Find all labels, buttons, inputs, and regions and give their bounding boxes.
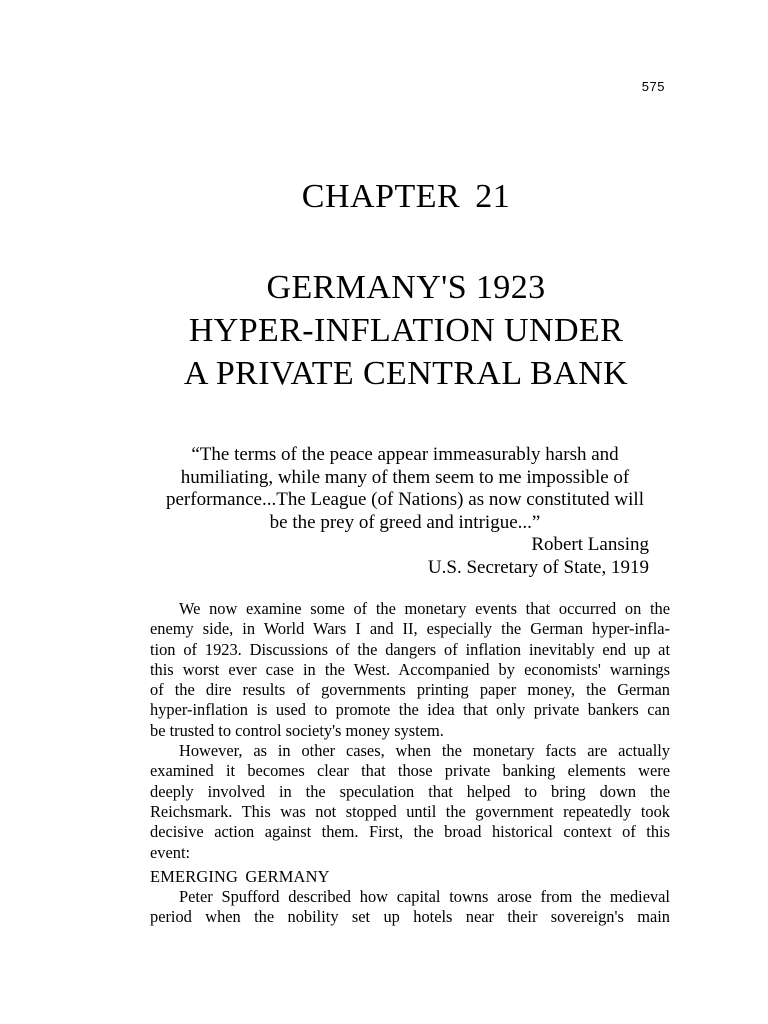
paragraph (150, 741, 670, 863)
epigraph-quote (100, 444, 710, 534)
paragraph-line: enemy side, in World Wars I and II, especially the German hyper-infla- (150, 619, 670, 639)
body-text (150, 599, 670, 928)
paragraph-line: of the dire results of governments printing paper money, the German (150, 680, 670, 700)
paragraph-line: hyper-inflation is used to promote the idea that only private bankers can (150, 700, 670, 720)
epigraph-quote-line: humiliating, while many of them seem to me impossible of (180, 466, 630, 488)
paragraph-line: tion of 1923. Discussions of the dangers of inflation inevitably end up at (150, 639, 670, 659)
paragraph-line: Peter Spufford described how capital towns arose from the medieval (179, 887, 670, 907)
paragraph-line: decisive action against them. First, the broad historical context of this (150, 822, 670, 842)
paragraph-line: be trusted to control society's money system. (150, 720, 444, 740)
page-number: 575 (641, 79, 665, 94)
paragraph (150, 887, 670, 928)
chapter-title-line: HYPER-INFLATION UNDER (188, 312, 624, 349)
chapter-title-line: GERMANY'S 1923 (266, 269, 546, 306)
paragraph-line: However, as in other cases, when the monetary facts are actually (179, 741, 670, 761)
epigraph-author-title: U.S. Secretary of State, 1919 (427, 556, 649, 578)
paragraph-line: deeply involved in the speculation that helped to bring down the (150, 781, 670, 801)
paragraph (150, 599, 670, 741)
paragraph-line: We now examine some of the monetary events that occurred on the (179, 599, 670, 618)
epigraph (100, 444, 710, 578)
epigraph-quote-line: performance...The League (of Nations) as now constituted will (165, 489, 644, 510)
paragraph-line: this worst ever case in the West. Accompanied by economists' warnings (150, 659, 670, 679)
section-heading: EMERGING GERMANY (150, 866, 330, 886)
epigraph-quote-line: be the prey of greed and intrigue...” (269, 511, 541, 533)
epigraph-author: Robert Lansing (531, 534, 649, 555)
paragraph-line: Reichsmark. This was not stopped until the government repeatedly took (150, 801, 670, 821)
chapter-title (0, 266, 768, 395)
paragraph-line: event: (150, 842, 191, 862)
paragraph-line: examined it becomes clear that those private banking elements were (150, 761, 670, 781)
chapter-title-line: A PRIVATE CENTRAL BANK (183, 355, 629, 392)
epigraph-quote-line: “The terms of the peace appear immeasurably harsh and (191, 444, 619, 465)
chapter-heading: CHAPTER 21 (301, 178, 511, 215)
paragraph-line: period when the nobility set up hotels near their sovereign's main (150, 907, 670, 927)
